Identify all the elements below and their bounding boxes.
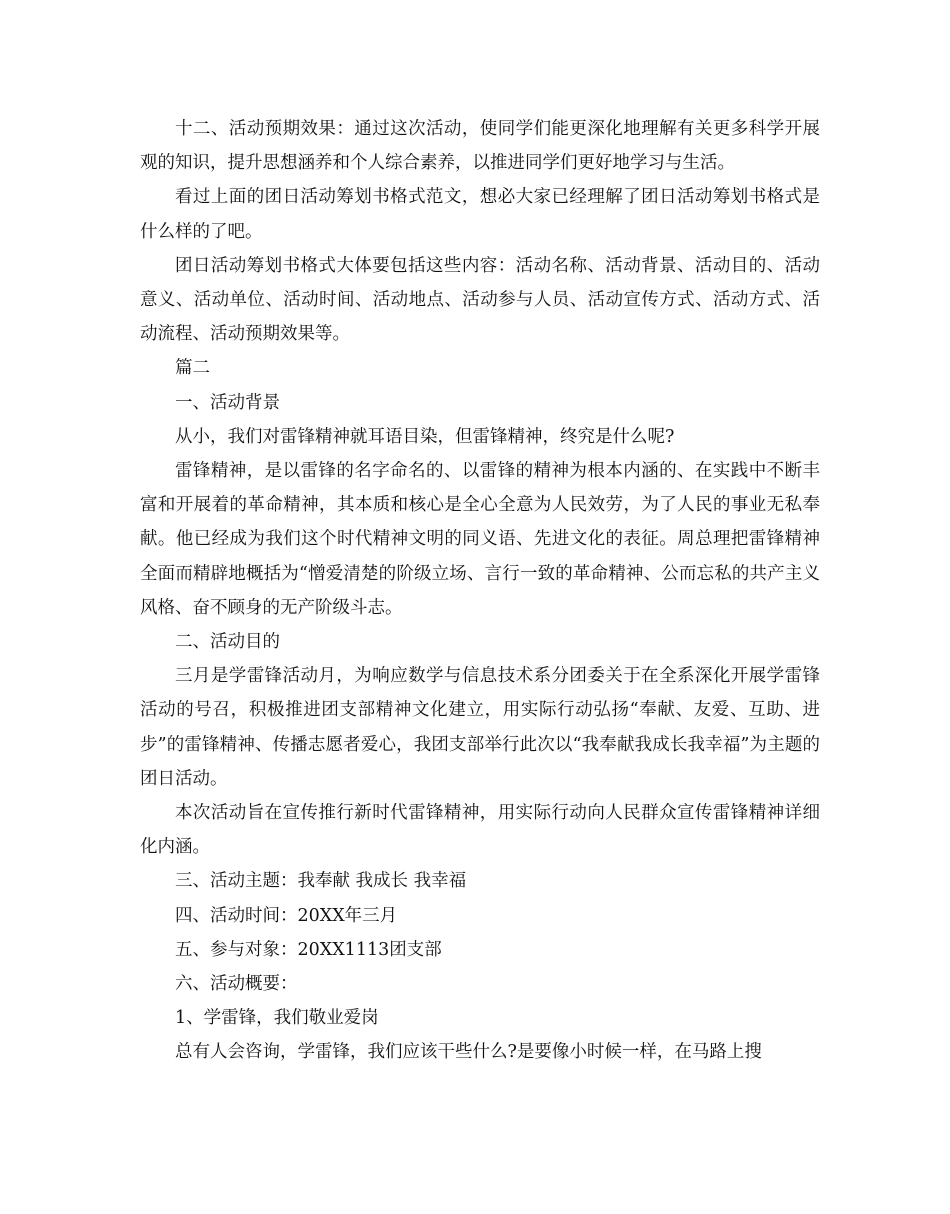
heading-activity-time: 四、活动时间：20XX年三月 bbox=[175, 905, 398, 926]
heading-activity-background: 一、活动背景 bbox=[175, 392, 280, 413]
paragraph-dedication-intro: 总有人会咨询，学雷锋，我们应该干些什么?是要像小时候一样，在马路上搜 bbox=[175, 1042, 762, 1063]
paragraph-background-intro: 从小，我们对雷锋精神就耳语目染，但雷锋精神，终究是什么呢? bbox=[175, 426, 675, 447]
paragraph-expected-effect: 十二、活动预期效果：通过这次活动，使同学们能更深化地理解有关更多科学开展观的知识，提升思想涵养和个人综合素养，以推进同学们更好地学习与生活。 bbox=[140, 119, 820, 174]
paragraph-format-contents: 团日活动筹划书格式大体要包括这些内容：活动名称、活动背景、活动目的、活动意义、活动单位、活动时间、活动地点、活动参与人员、活动宣传方式、活动方式、活动流程、活动预期效果等。 bbox=[140, 255, 820, 345]
paragraph-purpose-aim: 本次活动旨在宣传推行新时代雷锋精神，用实际行动向人民群众宣传雷锋精神详细化内涵。 bbox=[140, 803, 820, 858]
heading-participants: 五、参与对象：20XX1113团支部 bbox=[175, 939, 442, 960]
heading-activity-outline: 六、活动概要： bbox=[175, 974, 298, 995]
paragraph-purpose: 三月是学雷锋活动月，为响应数学与信息技术系分团委关于在全系深化开展学雷锋活动的号召，积极推进团支部精神文化建立，用实际行动弘扬“奉献、友爱、互助、进步”的雷锋精神、传播志愿者爱心，我团支部举行此次以“我奉献我成长我幸福”为主题的团日活动。 bbox=[140, 666, 820, 789]
heading-activity-theme: 三、活动主题：我奉献 我成长 我幸福 bbox=[175, 871, 467, 892]
section-heading-part-two: 篇二 bbox=[175, 358, 210, 379]
document-page bbox=[140, 112, 820, 1070]
heading-activity-purpose: 二、活动目的 bbox=[175, 632, 280, 653]
paragraph-summary: 看过上面的团日活动筹划书格式范文，想必大家已经理解了团日活动筹划书格式是什么样的了吧。 bbox=[140, 187, 820, 242]
subheading-dedication: 1、学雷锋，我们敬业爱岗 bbox=[175, 1008, 379, 1029]
paragraph-leifeng-spirit: 雷锋精神，是以雷锋的名字命名的、以雷锋的精神为根本内涵的、在实践中不断丰富和开展着的革命精神，其本质和核心是全心全意为人民效劳，为了人民的事业无私奉献。他已经成为我们这个时代精神文明的同义语、先进文化的表征。周总理把雷锋精神全面而精辟地概括为“憎爱清楚的阶级立场、言行一致的革命精神、公而忘私的共产主义风格、奋不顾身的无产阶级斗志。 bbox=[140, 461, 820, 618]
